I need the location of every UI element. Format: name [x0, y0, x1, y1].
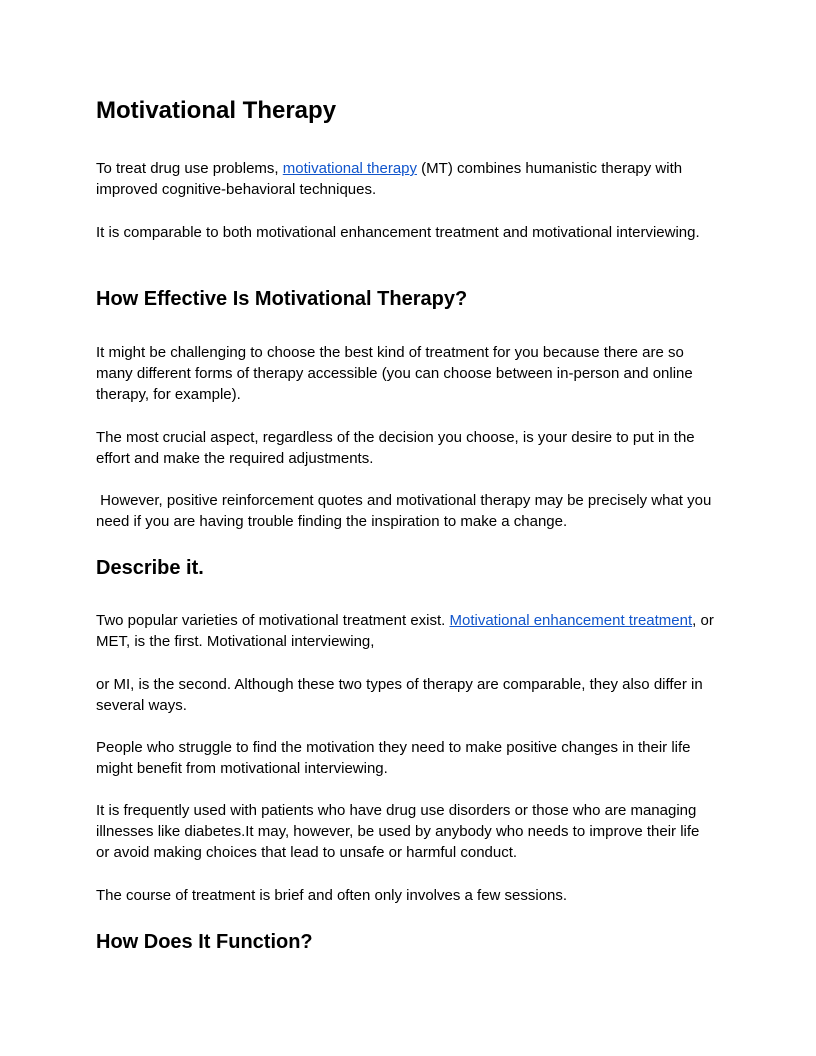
effective-paragraph-2: The most crucial aspect, regardless of the decision you choose, is your desire to put in the effort and make the required adjustments.: [96, 429, 695, 467]
describe-paragraph-5: The course of treatment is brief and often only involves a few sessions.: [96, 887, 568, 904]
intro-text-before: To treat drug use problems,: [96, 160, 283, 177]
section-heading-effective: How Effective Is Motivational Therapy?: [96, 288, 468, 310]
describe-text-before: Two popular varieties of motivational treatment exist.: [96, 612, 450, 629]
effective-paragraph-1: It might be challenging to choose the best kind of treatment for you because there are so many different forms of therapy accessible (you can choose between in-person and online therapy, for example).: [96, 344, 693, 403]
section-heading-function: How Does It Function?: [96, 931, 313, 953]
describe-paragraph-3: People who struggle to find the motivation they need to make positive changes in their life might benefit from motivational interviewing.: [96, 739, 691, 777]
describe-paragraph-4: It is frequently used with patients who have drug use disorders or those who are managing illnesses like diabetes.It may, however, be used by anybody who needs to improve their life or avoid making choices that lead to unsafe or harmful conduct.: [96, 802, 700, 861]
describe-paragraph-1: [96, 610, 716, 652]
intro-paragraph-1: [96, 158, 716, 200]
motivational-therapy-link[interactable]: motivational therapy: [282, 160, 418, 177]
intro-paragraph-2: It is comparable to both motivational enhancement treatment and motivational interviewing.: [96, 224, 700, 241]
page-title: Motivational Therapy: [96, 97, 337, 124]
effective-paragraph-3: However, positive reinforcement quotes and motivational therapy may be precisely what you need if you are having trouble finding the inspiration to make a change.: [96, 492, 716, 530]
describe-paragraph-2: or MI, is the second. Although these two types of therapy are comparable, they also differ in several ways.: [96, 676, 703, 714]
describe-text-after: , or MET, is the first. Motivational interviewing,: [96, 612, 714, 650]
section-heading-describe: Describe it.: [96, 557, 204, 579]
intro-text-after: (MT) combines humanistic therapy with improved cognitive-behavioral techniques.: [96, 160, 683, 198]
motivational-enhancement-treatment-link[interactable]: Motivational enhancement treatment: [449, 612, 693, 629]
